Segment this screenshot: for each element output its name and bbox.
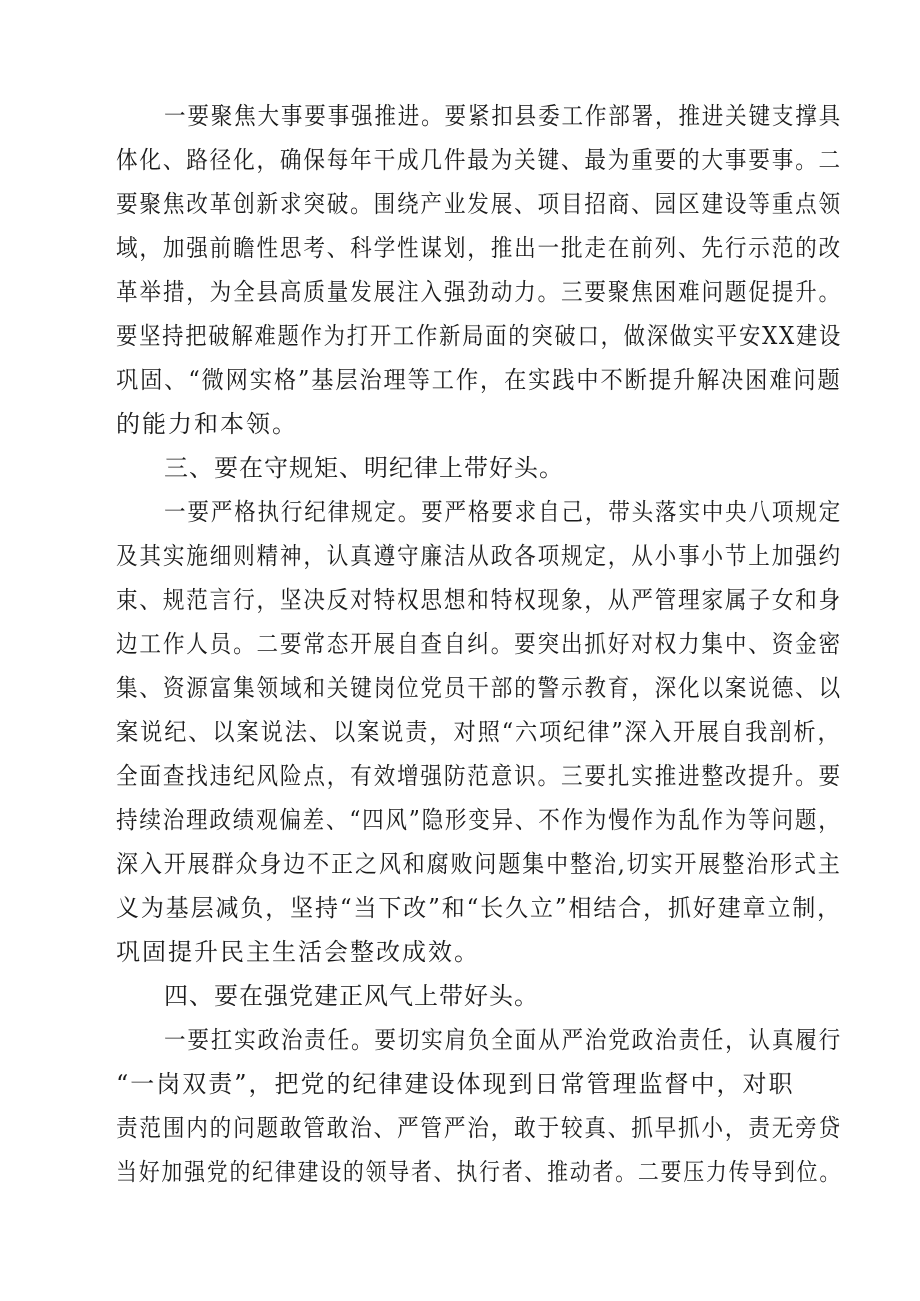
paragraph-line: 要坚持把破解难题作为打开工作新局面的突破口，做深做实平安XX建设 <box>116 322 843 350</box>
paragraph-line: 集、资源富集领域和关键岗位党员干部的警示教育，深化以案说德、以 <box>116 674 842 702</box>
section-heading: 三、要在守规矩、明纪律上带好头。 <box>164 454 564 482</box>
paragraph-line: 域，加强前瞻性思考、科学性谋划，推出一批走在前列、先行示范的改 <box>116 234 842 262</box>
paragraph-line: 束、规范言行，坚决反对特权思想和特权现象，从严管理家属子女和身 <box>116 586 842 614</box>
paragraph-line: 全面查找违纪风险点，有效增强防范意识。三要扎实推进整改提升。要 <box>116 762 842 790</box>
paragraph-line: 一要严格执行纪律规定。要严格要求自己，带头落实中央八项规定 <box>164 498 842 526</box>
paragraph-line: 持续治理政绩观偏差、“四风”隐形变异、不作为慢作为乱作为等问题， <box>116 806 842 834</box>
paragraph-line: 要聚焦改革创新求突破。围绕产业发展、项目招商、园区建设等重点领 <box>116 190 842 218</box>
paragraph-line: 一要聚焦大事要事强推进。要紧扣县委工作部署，推进关键支撑具 <box>164 102 842 130</box>
paragraph-line: 的能力和本领。 <box>116 410 298 438</box>
paragraph-line: “一岗双责”，把党的纪律建设体现到日常管理监督中，对职 <box>116 1070 795 1098</box>
paragraph-line: 及其实施细则精神，认真遵守廉洁从政各项规定，从小事小节上加强约 <box>116 542 842 570</box>
paragraph-line: 边工作人员。二要常态开展自查自纠。要突出抓好对权力集中、资金密 <box>116 630 842 658</box>
paragraph-line: 一要扛实政治责任。要切实肩负全面从严治党政治责任，认真履行 <box>164 1026 842 1054</box>
paragraph-line: 案说纪、以案说法、以案说责，对照“六项纪律”深入开展自我剖析， <box>116 718 842 746</box>
paragraph-line: 义为基层减负，坚持“当下改”和“长久立”相结合，抓好建章立制， <box>116 894 843 922</box>
paragraph-line: 责范围内的问题敢管敢治、严管严治，敢于较真、抓早抓小，责无旁贷 <box>116 1114 842 1142</box>
paragraph-line: 当好加强党的纪律建设的领导者、执行者、推动者。二要压力传导到位。 <box>116 1158 843 1186</box>
section-heading: 四、要在强党建正风气上带好头。 <box>164 982 539 1010</box>
paragraph-line: 体化、路径化，确保每年干成几件最为关键、最为重要的大事要事。二 <box>116 146 842 174</box>
paragraph-line: 深入开展群众身边不正之风和腐败问题集中整治,切实开展整治形式主 <box>116 850 842 878</box>
paragraph-line: 巩固提升民主生活会整改成效。 <box>116 938 480 966</box>
paragraph-line: 革举措，为全县高质量发展注入强劲动力。三要聚焦困难问题促提升。 <box>116 278 842 306</box>
paragraph-line: 巩固、“微网实格”基层治理等工作，在实践中不断提升解决困难问题 <box>116 366 842 394</box>
